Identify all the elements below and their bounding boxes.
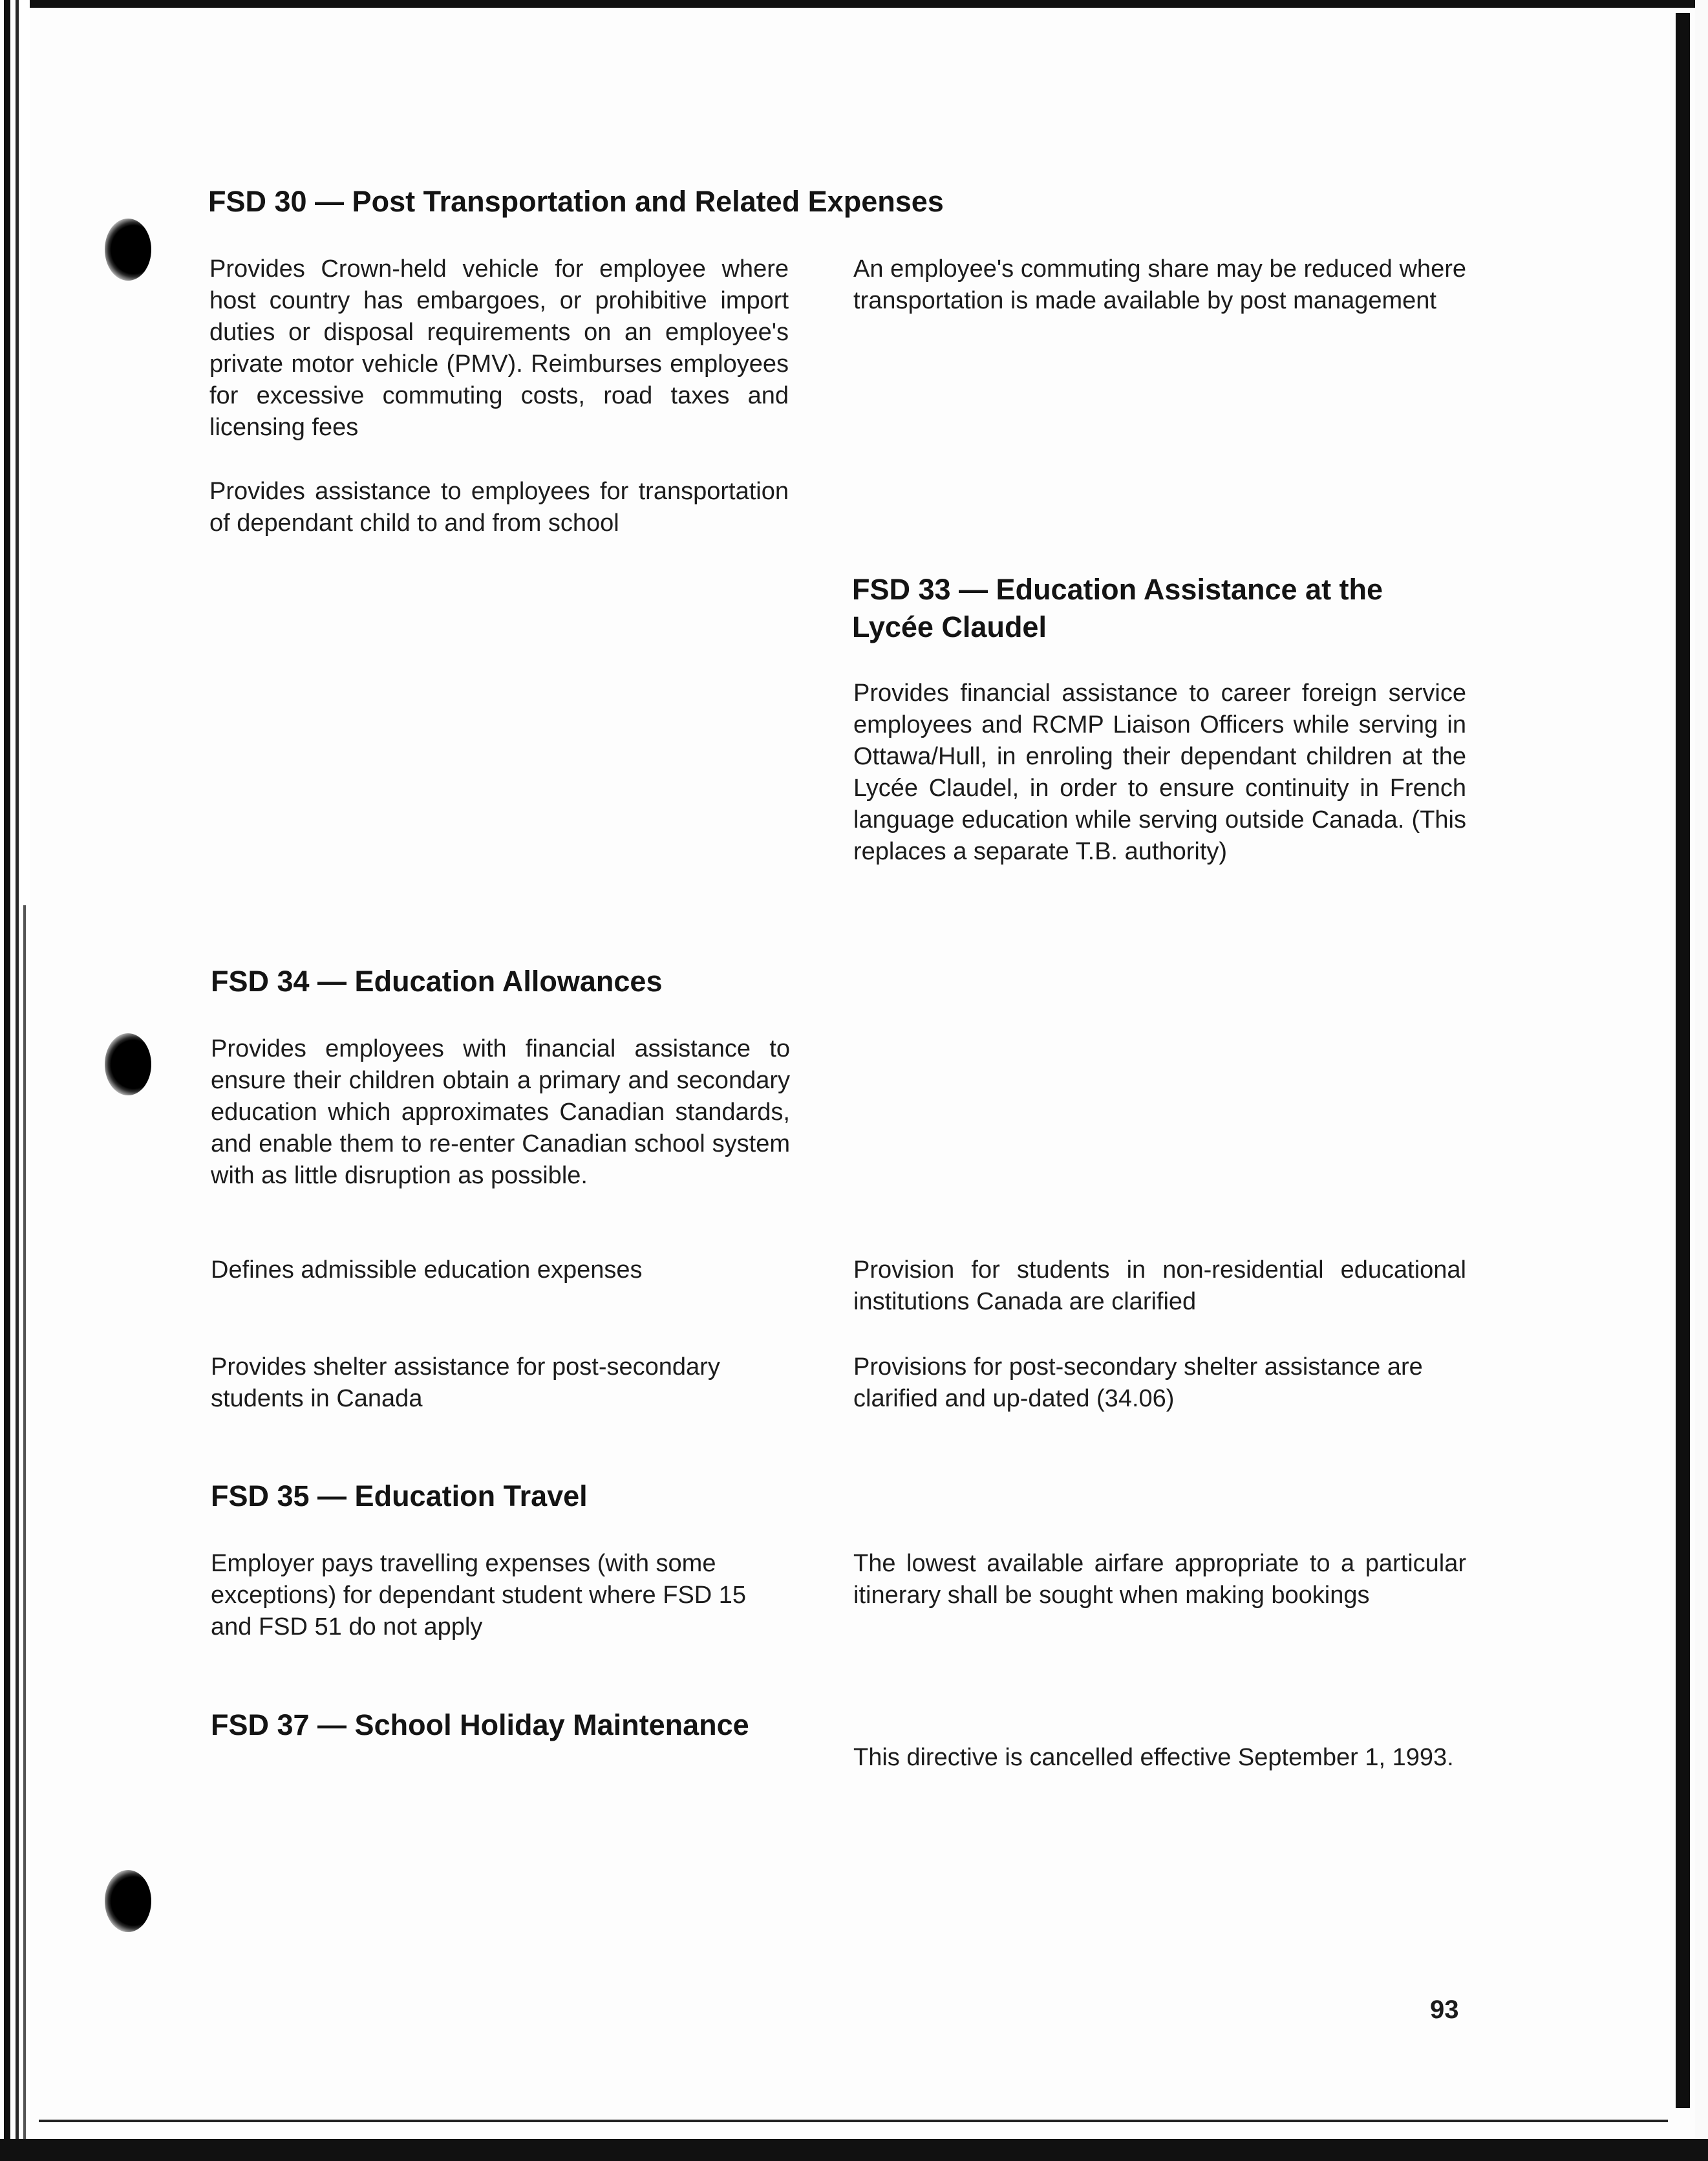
fsd33-heading-line2: Lycée Claudel <box>852 610 1047 643</box>
fsd34-right-paragraph-3: Provisions for post-secondary shelter assistance are clarified and up-dated (34.06) <box>853 1353 1423 1412</box>
fsd35-heading: FSD 35 — Education Travel <box>211 1479 588 1512</box>
fsd30-left-paragraph-1: Provides Crown-held vehicle for employee where host country has embargoes, or prohibitive import duties or disposal requirements on an employee's private motor vehicle (PMV). Reimburses employees for excessive commuting costs, road taxes and licensing fees <box>209 255 789 441</box>
fsd34-right-paragraph-2: Provision for students in non-residential educational institutions Canada are clarified <box>853 1256 1466 1315</box>
scan-edge-right <box>1668 0 1708 2161</box>
binder-hole-bottom <box>105 1870 151 1932</box>
fsd34-left-paragraph-1: Provides employees with financial assistance to ensure their children obtain a primary and secondary education which approximates Canadian standards, and enable them to re-enter Canadian school system with as little disruption as possible. <box>211 1035 790 1189</box>
fsd34-heading: FSD 34 — Education Allowances <box>211 965 663 998</box>
scan-edge-bottom <box>0 2139 1708 2161</box>
binder-hole-middle <box>105 1033 151 1095</box>
fsd33-heading-line1: FSD 33 — Education Assistance at the <box>852 573 1383 606</box>
scan-edge-top <box>0 0 1708 8</box>
scan-edge-bottom-line <box>39 2120 1668 2122</box>
fsd35-left-paragraph-1: Employer pays travelling expenses (with some exceptions) for dependant student where FSD 15 and FSD 51 do not apply <box>211 1550 747 1640</box>
scan-edge-left <box>0 0 30 2161</box>
page-number: 93 <box>1430 1995 1459 2024</box>
fsd30-heading: FSD 30 — Post Transportation and Related Expenses <box>208 185 944 218</box>
fsd35-right-paragraph-1: The lowest available airfare appropriate to a particular itinerary shall be sought when making bookings <box>853 1550 1466 1609</box>
fsd33-right-paragraph-1: Provides financial assistance to career foreign service employees and RCMP Liaison Officers while serving in Ottawa/Hull, in enroling their dependant children at the Lycée Claudel, in order to ensure continuity in French language education while serving outside Canada. (This replaces a separate T.B. authority) <box>853 680 1466 865</box>
fsd30-right-paragraph-1: An employee's commuting share may be reduced where transportation is made available by post management <box>853 255 1466 314</box>
fsd34-left-paragraph-2: Defines admissible education expenses <box>211 1256 643 1284</box>
binder-hole-top <box>105 219 151 281</box>
fsd37-heading: FSD 37 — School Holiday Maintenance <box>211 1708 749 1741</box>
fsd34-left-paragraph-3: Provides shelter assistance for post-secondary students in Canada <box>211 1353 720 1412</box>
fsd30-left-paragraph-2: Provides assistance to employees for transportation of dependant child to and from school <box>209 478 789 537</box>
fsd37-right-paragraph-1: This directive is cancelled effective September 1, 1993. <box>853 1744 1454 1771</box>
